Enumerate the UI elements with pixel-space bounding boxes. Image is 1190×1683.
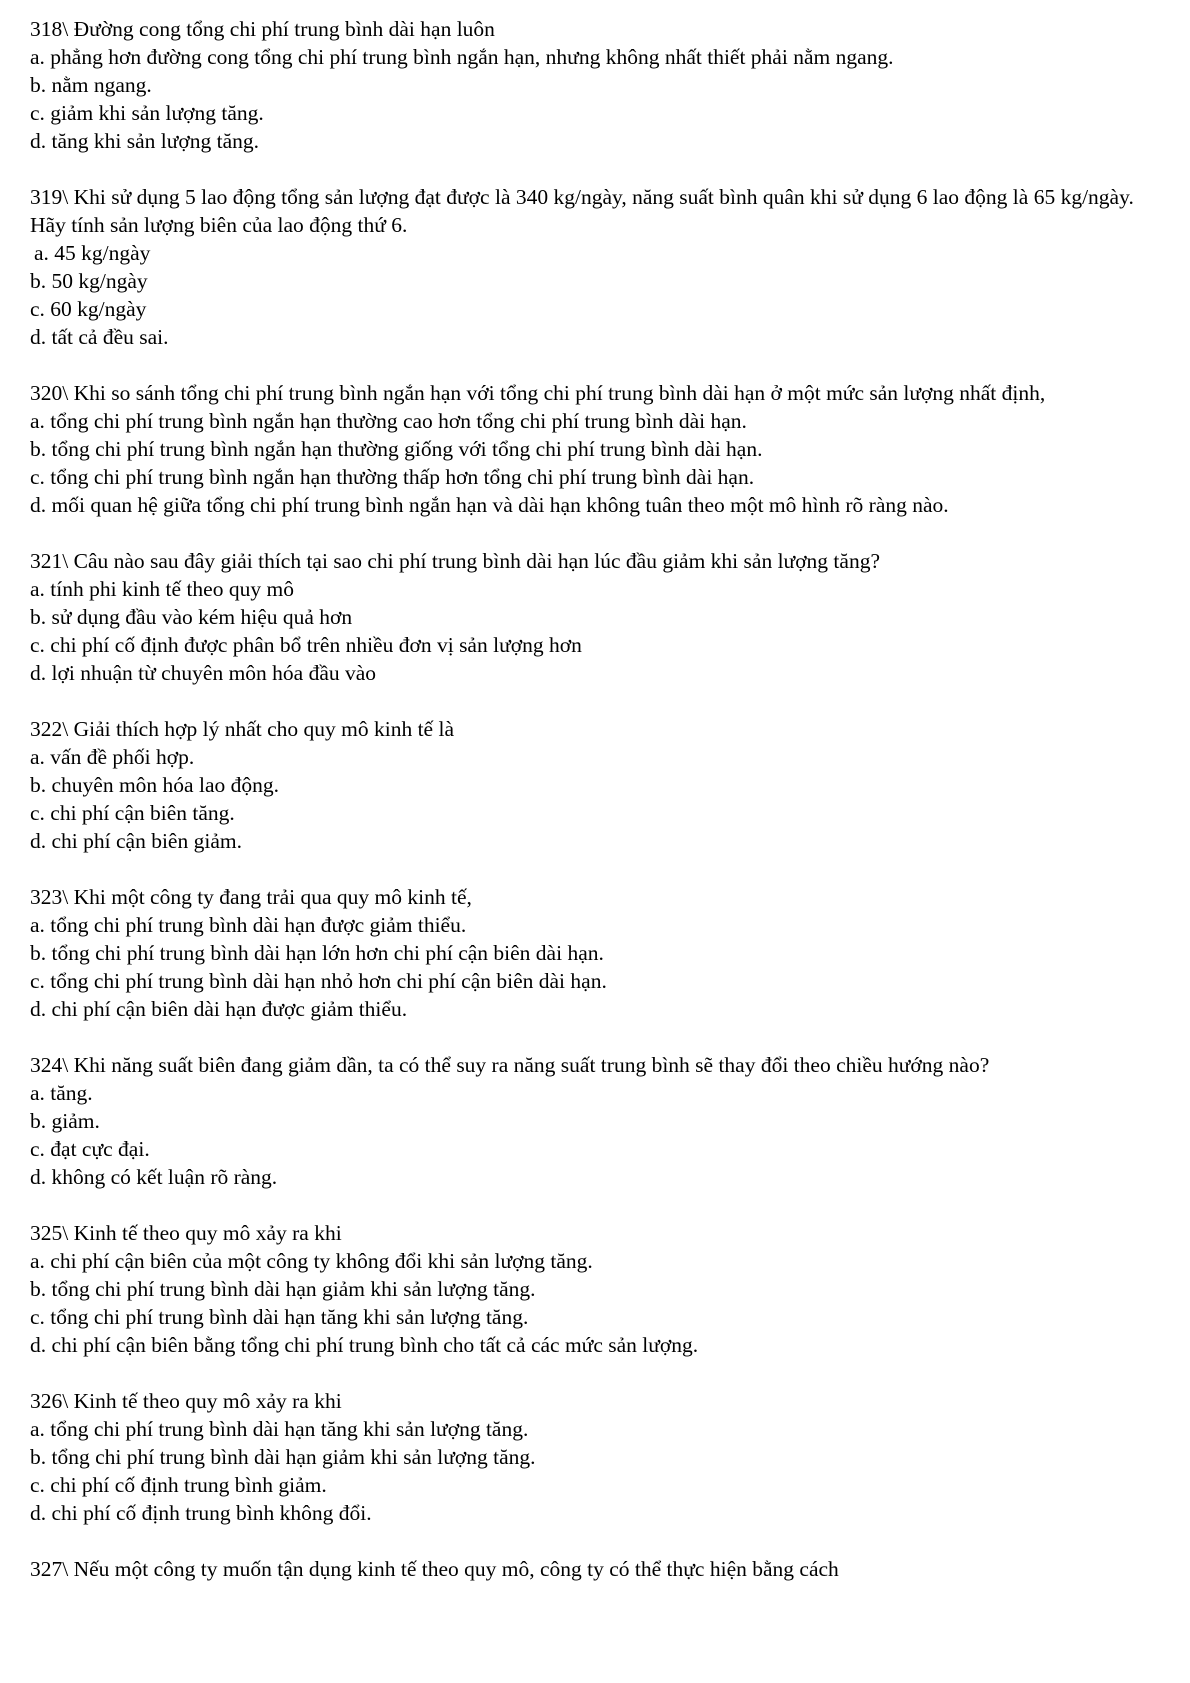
question-stem: 322\ Giải thích hợp lý nhất cho quy mô kinh tế là: [30, 717, 454, 741]
answer-option-c: c. đạt cực đại.: [30, 1137, 150, 1161]
document-page: [30, 15, 1170, 1611]
question-325: [30, 1219, 1170, 1359]
answer-option-a: a. vấn đề phối hợp.: [30, 745, 195, 769]
answer-option-c: c. giảm khi sản lượng tăng.: [30, 101, 264, 125]
answer-option-d: d. không có kết luận rõ ràng.: [30, 1165, 278, 1189]
answer-option-b: b. nằm ngang.: [30, 73, 152, 97]
question-stem: 324\ Khi năng suất biên đang giảm dần, ta có thể suy ra năng suất trung bình sẽ thay đổi theo chiều hướng nào?: [30, 1053, 990, 1077]
question-stem: 319\ Khi sử dụng 5 lao động tổng sản lượng đạt được là 340 kg/ngày, năng suất bình quân khi sử dụng 6 lao động là 65 kg/ngày. Hãy tính sản lượng biên của lao động thứ 6.: [30, 185, 1134, 237]
answer-option-b: b. 50 kg/ngày: [30, 269, 148, 293]
answer-option-b: b. tổng chi phí trung bình dài hạn giảm khi sản lượng tăng.: [30, 1277, 536, 1301]
question-stem: 327\ Nếu một công ty muốn tận dụng kinh tế theo quy mô, công ty có thể thực hiện bằng cách: [30, 1557, 839, 1581]
question-320: [30, 379, 1170, 519]
answer-option-a: a. phẳng hơn đường cong tổng chi phí trung bình ngắn hạn, nhưng không nhất thiết phải nằm ngang.: [30, 45, 894, 69]
answer-option-d: d. chi phí cận biên dài hạn được giảm thiểu.: [30, 997, 408, 1021]
question-319: [30, 183, 1170, 351]
answer-option-d: d. tăng khi sản lượng tăng.: [30, 129, 260, 153]
answer-option-c: c. chi phí cố định trung bình giảm.: [30, 1473, 327, 1497]
answer-option-c: c. tổng chi phí trung bình dài hạn tăng khi sản lượng tăng.: [30, 1305, 529, 1329]
answer-option-d: d. chi phí cận biên bằng tổng chi phí trung bình cho tất cả các mức sản lượng.: [30, 1333, 699, 1357]
answer-option-d: d. chi phí cố định trung bình không đổi.: [30, 1501, 372, 1525]
question-stem: 320\ Khi so sánh tổng chi phí trung bình ngắn hạn với tổng chi phí trung bình dài hạn ở một mức sản lượng nhất định,: [30, 381, 1046, 405]
question-stem: 323\ Khi một công ty đang trải qua quy mô kinh tế,: [30, 885, 472, 909]
question-stem: 326\ Kinh tế theo quy mô xảy ra khi: [30, 1389, 342, 1413]
answer-option-b: b. tổng chi phí trung bình dài hạn giảm khi sản lượng tăng.: [30, 1445, 536, 1469]
answer-option-d: d. chi phí cận biên giảm.: [30, 829, 242, 853]
answer-option-d: d. tất cả đều sai.: [30, 325, 169, 349]
answer-option-a: a. tổng chi phí trung bình dài hạn được giảm thiểu.: [30, 913, 467, 937]
answer-option-d: d. lợi nhuận từ chuyên môn hóa đầu vào: [30, 661, 377, 685]
question-326: [30, 1387, 1170, 1527]
answer-option-d: d. mối quan hệ giữa tổng chi phí trung bình ngắn hạn và dài hạn không tuân theo một mô hình rõ ràng nào.: [30, 493, 949, 517]
question-stem: 325\ Kinh tế theo quy mô xảy ra khi: [30, 1221, 342, 1245]
answer-option-c: c. tổng chi phí trung bình ngắn hạn thường thấp hơn tổng chi phí trung bình dài hạn.: [30, 465, 755, 489]
question-stem: 318\ Đường cong tổng chi phí trung bình dài hạn luôn: [30, 17, 495, 41]
answer-option-a: a. 45 kg/ngày: [34, 241, 151, 265]
answer-option-a: a. chi phí cận biên của một công ty không đổi khi sản lượng tăng.: [30, 1249, 593, 1273]
answer-option-c: c. chi phí cố định được phân bổ trên nhiều đơn vị sản lượng hơn: [30, 633, 582, 657]
question-322: [30, 715, 1170, 855]
answer-option-b: b. sử dụng đầu vào kém hiệu quả hơn: [30, 605, 353, 629]
question-318: [30, 15, 1170, 155]
answer-option-a: a. tổng chi phí trung bình dài hạn tăng khi sản lượng tăng.: [30, 1417, 529, 1441]
question-324: [30, 1051, 1170, 1191]
answer-option-b: b. tổng chi phí trung bình dài hạn lớn hơn chi phí cận biên dài hạn.: [30, 941, 604, 965]
answer-option-a: a. tính phi kinh tế theo quy mô: [30, 577, 294, 601]
question-327: [30, 1555, 1170, 1583]
answer-option-c: c. chi phí cận biên tăng.: [30, 801, 235, 825]
answer-option-c: c. 60 kg/ngày: [30, 297, 147, 321]
answer-option-b: b. tổng chi phí trung bình ngắn hạn thường giống với tổng chi phí trung bình dài hạn.: [30, 437, 763, 461]
answer-option-c: c. tổng chi phí trung bình dài hạn nhỏ hơn chi phí cận biên dài hạn.: [30, 969, 607, 993]
answer-option-a: a. tổng chi phí trung bình ngắn hạn thường cao hơn tổng chi phí trung bình dài hạn.: [30, 409, 747, 433]
question-321: [30, 547, 1170, 687]
answer-option-b: b. giảm.: [30, 1109, 100, 1133]
answer-option-b: b. chuyên môn hóa lao động.: [30, 773, 279, 797]
answer-option-a: a. tăng.: [30, 1081, 93, 1105]
question-stem: 321\ Câu nào sau đây giải thích tại sao chi phí trung bình dài hạn lúc đầu giảm khi sản lượng tăng?: [30, 549, 880, 573]
question-323: [30, 883, 1170, 1023]
